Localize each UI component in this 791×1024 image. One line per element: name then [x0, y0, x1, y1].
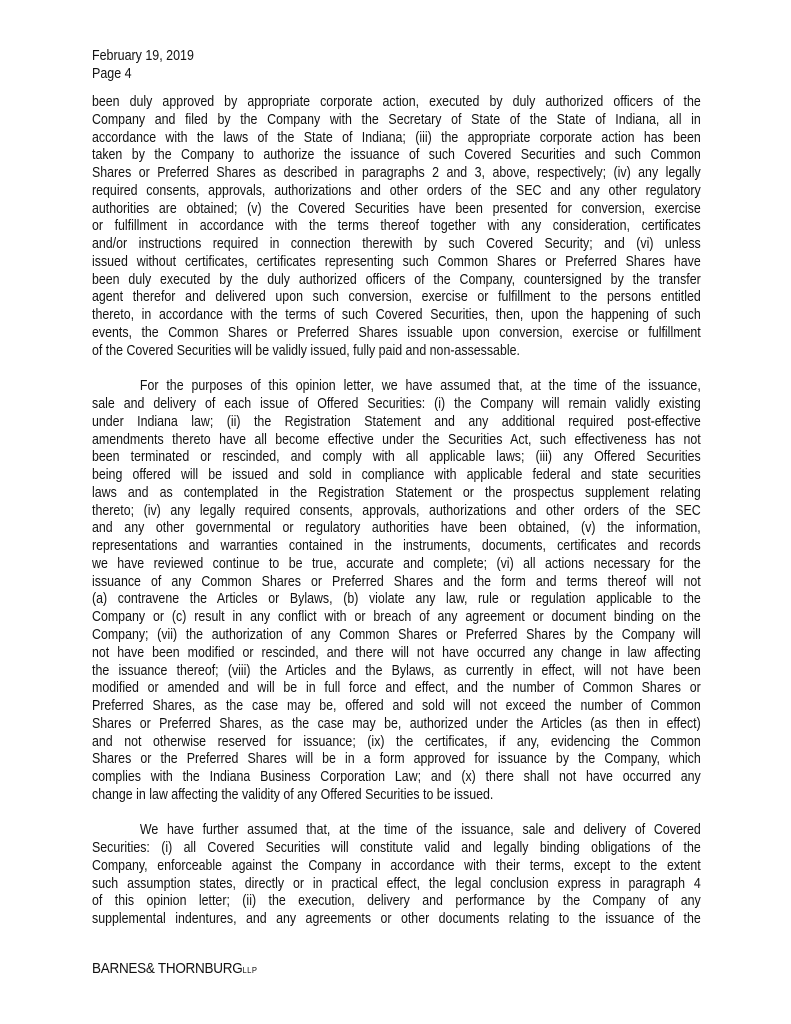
letter-body: [92, 94, 701, 947]
text-line: For the purposes of this opinion letter, we have assumed that, at the time of the issuance,: [139, 378, 701, 395]
text-line: Preferred Shares, as the case may be, offered and sold will not exceed the number of Common: [92, 698, 701, 715]
text-line: been duly executed by the duly authorized officers of the Company, countersigned by the transfer: [92, 271, 701, 288]
text-line: accordance with the laws of the State of Indiana; (iii) the appropriate corporate action has been: [92, 129, 701, 146]
firm-logo: [92, 960, 257, 977]
text-line: been terminated or rescinded, and comply with all applicable laws; (iii) any Offered Securities: [92, 449, 701, 466]
text-line: such assumption states, directly or in practical effect, the legal conclusion express in paragraph 4: [92, 875, 701, 892]
text-line: or fulfillment in accordance with the terms thereof together with any consideration, certificates: [92, 218, 701, 235]
paragraph: [92, 94, 701, 360]
text-line: representations and warranties contained in the instruments, documents, certificates and records: [92, 538, 701, 555]
text-line: of this opinion letter; (ii) the execution, delivery and performance by the Company of any: [92, 893, 701, 910]
text-line: and not otherwise reserved for issuance; (ix) the certificates, if any, evidencing the Common: [92, 733, 701, 750]
text-line: modified or amended and will be in full force and effect, and the number of Common Shares or: [92, 680, 701, 697]
text-line: and/or instructions required in connection therewith by such Covered Security; and (vi) unless: [92, 236, 701, 253]
text-line: Company; (vii) the authorization of any Common Shares or Preferred Shares by the Company will: [92, 626, 701, 643]
text-line: of the Covered Securities will be validly issued, fully paid and non-assessable.: [92, 342, 520, 359]
text-line: laws and as contemplated in the Registration Statement or the prospectus supplement relating: [92, 484, 701, 501]
text-line: agent therefor and delivered upon such conversion, exercise or fulfillment to the persons entitled: [92, 289, 701, 306]
text-line: Company or (c) result in any conflict with or breach of any agreement or document binding on the: [92, 609, 701, 626]
text-line: supplemental indentures, and any agreements or other documents relating to the issuance of the: [92, 911, 701, 928]
text-line: sale and delivery of each issue of Offered Securities: (i) the Company will remain validly existing: [92, 396, 701, 413]
text-line: Shares or the Preferred Shares will be in a form approved for issuance by the Company, which: [92, 751, 701, 768]
text-line: been duly approved by appropriate corporate action, executed by duly authorized officers of the: [92, 94, 701, 110]
page-number: Page 4: [92, 66, 132, 82]
text-line: thereto; (iv) any legally required consents, approvals, authorizations and other orders of the SEC: [92, 502, 701, 519]
text-line: (a) contravene the Articles or Bylaws, (b) violate any law, rule or regulation applicable to the: [92, 591, 701, 608]
text-line: issuance of any Common Shares or Preferred Shares and the form and terms thereof will not: [92, 573, 701, 590]
text-line: required consents, approvals, authorizations and other orders of the SEC and any other regulatory: [92, 182, 701, 199]
letter-date: February 19, 2019: [92, 48, 194, 64]
text-line: thereto, in accordance with the terms of such Covered Securities, then, upon the happening of such: [92, 307, 701, 324]
text-line: we have reviewed continue to be true, accurate and complete; (vi) all actions necessary for the: [92, 555, 701, 572]
text-line: taken by the Company to authorize the issuance of such Covered Securities and such Common: [92, 147, 701, 164]
firm-suffix: LLP: [242, 965, 258, 975]
text-line: Company, enforceable against the Company in accordance with their terms, except to the extent: [92, 857, 701, 874]
text-line: events, the Common Shares or Preferred Shares issuable upon conversion, exercise or fulfillment: [92, 324, 701, 341]
paragraph: [92, 378, 701, 804]
text-line: We have further assumed that, at the time of the issuance, sale and delivery of Covered: [139, 822, 701, 839]
text-line: complies with the Indiana Business Corporation Law; and (x) there shall not have occurred any: [92, 769, 701, 786]
text-line: the issuance thereof; (viii) the Articles and the Bylaws, as currently in effect, will not have been: [92, 662, 701, 679]
text-line: issued without certificates, certificates representing such Common Shares or Preferred Shares have: [92, 253, 701, 270]
text-line: Company and filed by the Company with the Secretary of State of the State of Indiana, all in: [92, 111, 701, 128]
text-line: authorities are obtained; (v) the Covered Securities have been presented for conversion, exercise: [92, 200, 701, 217]
text-line: Securities: (i) all Covered Securities will constitute valid and legally binding obligations of the: [92, 840, 701, 857]
text-line: amendments thereto have all become effective under the Securities Act, such effectiveness has not: [92, 431, 701, 448]
paragraph: [92, 822, 701, 929]
text-line: Shares or Preferred Shares as described in paragraphs 2 and 3, above, respectively; (iv) any legally: [92, 165, 701, 182]
text-line: being offered will be issued and sold in compliance with applicable federal and state securities: [92, 467, 701, 484]
text-line: change in law affecting the validity of any Offered Securities to be issued.: [92, 786, 494, 803]
text-line: not have been modified or rescinded, and there will not have occurred any change in law affecting: [92, 644, 701, 661]
text-line: under Indiana law; (ii) the Registration Statement and any additional required post-effective: [92, 413, 701, 430]
text-line: and any other governmental or regulatory authorities have been obtained, (v) the information,: [92, 520, 701, 537]
firm-name: BARNES& THORNBURG: [92, 960, 243, 977]
text-line: Shares or Preferred Shares, as the case may be, authorized under the Articles (as then in effect): [92, 715, 701, 732]
